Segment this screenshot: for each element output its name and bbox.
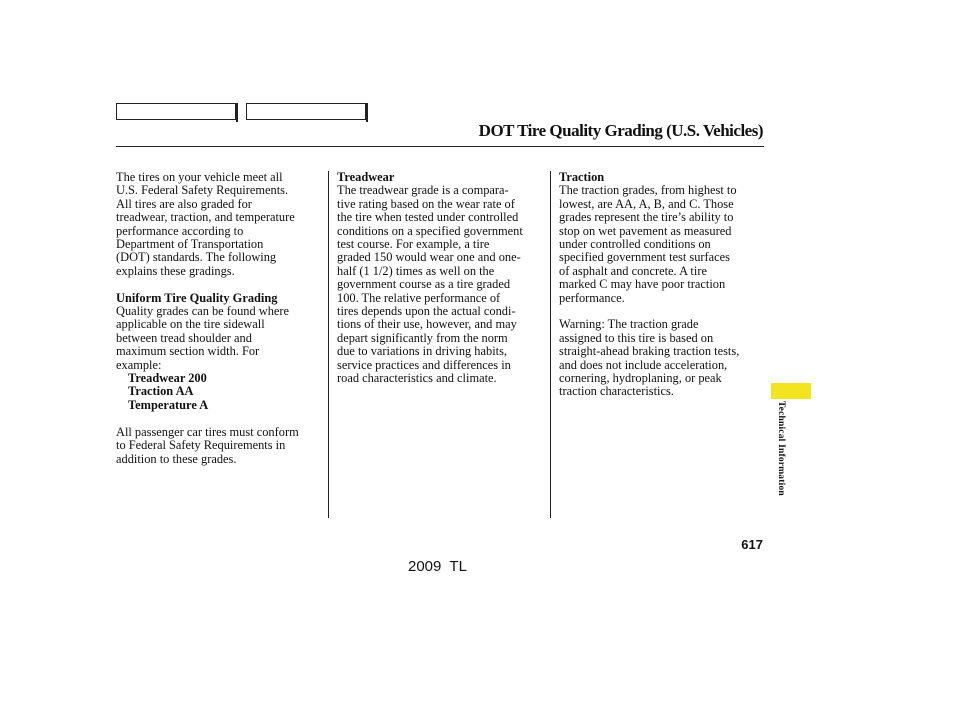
body-line: explains these gradings. <box>116 263 235 278</box>
body-line: test course. For example, a tire <box>337 237 490 252</box>
body-line: U.S. Federal Safety Requirements. <box>116 183 289 198</box>
body-line: half (1 1/2) times as well on the <box>337 263 495 278</box>
section-heading-treadwear: Treadwear <box>337 170 395 184</box>
body-line: performance according to <box>116 223 244 238</box>
body-line: under controlled conditions on <box>559 237 711 252</box>
title-rule <box>116 146 764 147</box>
body-line: addition to these grades. <box>116 451 237 466</box>
body-line: conditions on a specified government <box>337 223 523 238</box>
nav-tab-index[interactable] <box>246 103 366 120</box>
column-divider <box>328 171 329 518</box>
body-line: between tread shoulder and <box>116 330 252 345</box>
body-line: The treadwear grade is a compara- <box>337 183 509 198</box>
column-2 <box>337 171 545 386</box>
body-line: Department of Transportation <box>116 237 264 252</box>
warning-line: and does not include acceleration, <box>559 357 728 372</box>
body-line: grades represent the tire’s ability to <box>559 210 734 225</box>
body-line: tires depends upon the actual condi- <box>337 304 516 319</box>
body-line: All passenger car tires must conform <box>116 424 299 439</box>
section-heading-utqg: Uniform Tire Quality Grading <box>116 290 278 305</box>
warning-line: assigned to this tire is based on <box>559 330 714 345</box>
body-line: Quality grades can be found where <box>116 304 290 319</box>
body-line: The traction grades, from highest to <box>559 183 737 198</box>
warning-line: Warning: The traction grade <box>559 317 699 332</box>
section-tab-label: Technical Information <box>776 401 786 496</box>
body-line: road characteristics and climate. <box>337 371 497 386</box>
body-line: treadwear, traction, and temperature <box>116 210 295 225</box>
example-grade: Traction AA <box>128 384 194 399</box>
body-line: All tires are also graded for <box>116 196 252 211</box>
warning-line: cornering, hydroplaning, or peak <box>559 371 722 386</box>
body-line: tions of their use, however, and may <box>337 317 517 332</box>
body-line: marked C may have poor traction <box>559 277 726 292</box>
body-line: applicable on the tire sidewall <box>116 317 265 332</box>
body-line: the tire when tested under controlled <box>337 210 519 225</box>
body-line: government course as a tire graded <box>337 277 511 292</box>
body-line: service practices and differences in <box>337 357 511 372</box>
nav-tab-main-menu[interactable] <box>116 103 236 120</box>
column-divider <box>550 171 551 518</box>
footer-model: 2009 TL <box>408 558 467 575</box>
body-line: stop on wet pavement as measured <box>559 223 732 238</box>
column-1 <box>116 171 322 466</box>
body-line: depart significantly from the norm <box>337 330 508 345</box>
page-title: DOT Tire Quality Grading (U.S. Vehicles) <box>478 121 763 140</box>
example-grade: Temperature A <box>128 397 209 412</box>
body-line: to Federal Safety Requirements in <box>116 438 286 453</box>
warning-line: straight-ahead braking traction tests, <box>559 344 740 359</box>
body-line: tive rating based on the wear rate of <box>337 196 515 211</box>
body-line: maximum section width. For <box>116 344 260 359</box>
body-line: performance. <box>559 290 625 305</box>
body-line: lowest, are AA, A, B, and C. Those <box>559 196 734 211</box>
section-tab-marker[interactable] <box>771 383 811 399</box>
body-line: graded 150 would wear one and one- <box>337 250 521 265</box>
body-line: The tires on your vehicle meet all <box>116 170 283 184</box>
section-heading-traction: Traction <box>559 170 605 184</box>
body-line: due to variations in driving habits, <box>337 344 508 359</box>
example-grade: Treadwear 200 <box>128 371 207 386</box>
page-number: 617 <box>741 537 763 552</box>
body-line: specified government test surfaces <box>559 250 730 265</box>
body-line: example: <box>116 357 162 372</box>
body-line: 100. The relative performance of <box>337 290 501 305</box>
body-line: (DOT) standards. The following <box>116 250 277 265</box>
warning-line: traction characteristics. <box>559 384 674 399</box>
column-3 <box>559 171 764 399</box>
body-line: of asphalt and concrete. A tire <box>559 263 707 278</box>
